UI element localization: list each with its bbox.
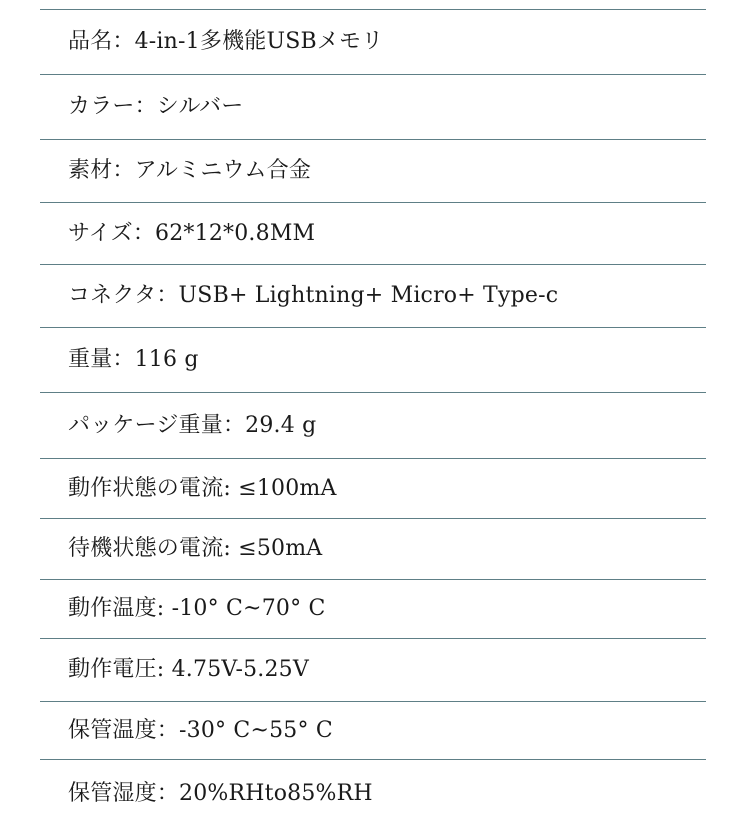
spec-text: 重量：116 g <box>68 347 199 372</box>
spec-text: 動作状態の電流: ≤100mA <box>68 475 337 501</box>
spec-row-standby-current <box>40 518 706 579</box>
spec-row-weight <box>40 327 706 392</box>
spec-text: 品名：4-in-1多機能USBメモリ <box>68 29 384 54</box>
spec-text: 素材：アルミニウム合金 <box>68 158 312 183</box>
spec-row-color <box>40 74 706 139</box>
spec-text: コネクタ：USB+ Lightning+ Micro+ Type-c <box>68 283 559 308</box>
spec-text: サイズ：62*12*0.8MM <box>68 220 316 246</box>
spec-row-operating-temperature <box>40 579 706 638</box>
spec-text: 待機状態の電流: ≤50mA <box>68 536 323 561</box>
spec-row-connector <box>40 264 706 327</box>
spec-row-package-weight <box>40 392 706 458</box>
spec-row-product-name <box>40 9 706 74</box>
spec-text: 動作電圧: 4.75V-5.25V <box>68 657 309 682</box>
spec-text: 保管湿度：20%RHto85%RH <box>68 781 373 806</box>
spec-text: カラー：シルバー <box>68 94 244 119</box>
spec-row-size <box>40 202 706 264</box>
spec-text: 動作温度: -10° C~70° C <box>68 596 326 621</box>
spec-row-material <box>40 139 706 202</box>
spec-text: パッケージ重量：29.4 g <box>68 412 317 438</box>
spec-row-storage-temperature <box>40 701 706 759</box>
spec-text: 保管温度：-30° C~55° C <box>68 717 333 743</box>
spec-row-operating-voltage <box>40 638 706 701</box>
spec-row-operating-current <box>40 458 706 518</box>
spec-row-storage-humidity <box>40 759 706 828</box>
